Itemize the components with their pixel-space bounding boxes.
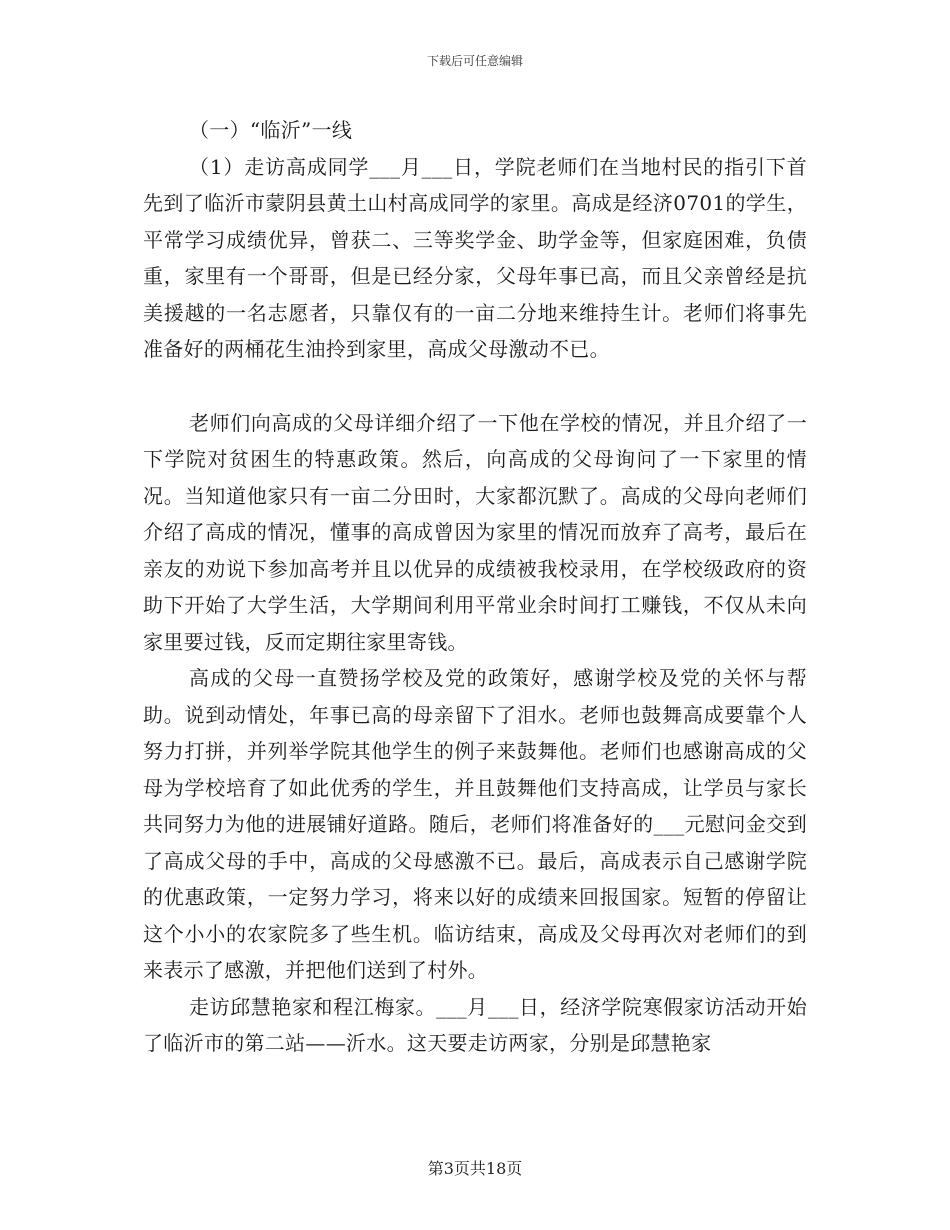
paragraph-family-situation: 老师们向高成的父母详细介绍了一下他在学校的情况，并且介绍了一下学院对贫困生的特惠政策。然后，向高成的父母询问了一下家里的情况。当知道他家只有一亩二分田时，大家都沉默了。高成的父母向老师们介绍了高成的情况，懂事的高成曾因为家里的情况而放弃了高考，最后在亲友的劝说下参加高考并且以优异的成绩被我校录用，在学校级政府的资助下开始了大学生活，大学期间利用平常业余时间打工赚钱，不仅从未向家里要过钱，反而定期往家里寄钱。	[143, 410, 807, 654]
document-body	[143, 112, 807, 1062]
section-heading: （一）“临沂”一线	[189, 118, 353, 142]
paragraph-parents-gratitude: 高成的父母一直赞扬学校及党的政策好，感谢学校及党的关怀与帮助。说到动情处，年事已高的母亲留下了泪水。老师也鼓舞高成要靠个人努力打拼，并列举学院其他学生的例子来鼓舞他。老师们也感谢高成的父母为学校培育了如此优秀的学生，并且鼓舞他们支持高成，让学员与家长共同努力为他的进展铺好道路。随后，老师们将准备好的___元慰问金交到了高成父母的手中，高成的父母感激不已。最后，高成表示自己感谢学院的优惠政策，一定努力学习，将来以好的成绩来回报国家。短暂的停留让这个小小的农家院多了些生机。临访结束，高成及父母再次对老师们的到来表示了感激，并把他们送到了村外。	[143, 666, 807, 982]
page-number: 第3页共18页	[427, 1159, 523, 1178]
paragraph-visit-gaocheng: （1）走访高成同学___月___日，学院老师们在当地村民的指引下首先到了临沂市蒙阴县黄土山村高成同学的家里。高成是经济0701的学生，平常学习成绩优异，曾获二、三等奖学金、助学金等，但家庭困难，负债重，家里有一个哥哥，但是已经分家，父母年事已高，而且父亲曾经是抗美援越的一名志愿者，只靠仅有的一亩二分地来维持生计。老师们将事先准备好的两桶花生油拎到家里，高成父母激动不已。	[143, 154, 807, 361]
paragraph-gap	[143, 368, 807, 405]
paragraph-second-visit: 走访邱慧艳家和程江梅家。___月___日，经济学院寒假家访活动开始了临沂市的第二站——沂水。这天要走访两家，分别是邱慧艳家	[143, 994, 807, 1055]
page-header: 下载后可任意编辑	[426, 54, 523, 68]
